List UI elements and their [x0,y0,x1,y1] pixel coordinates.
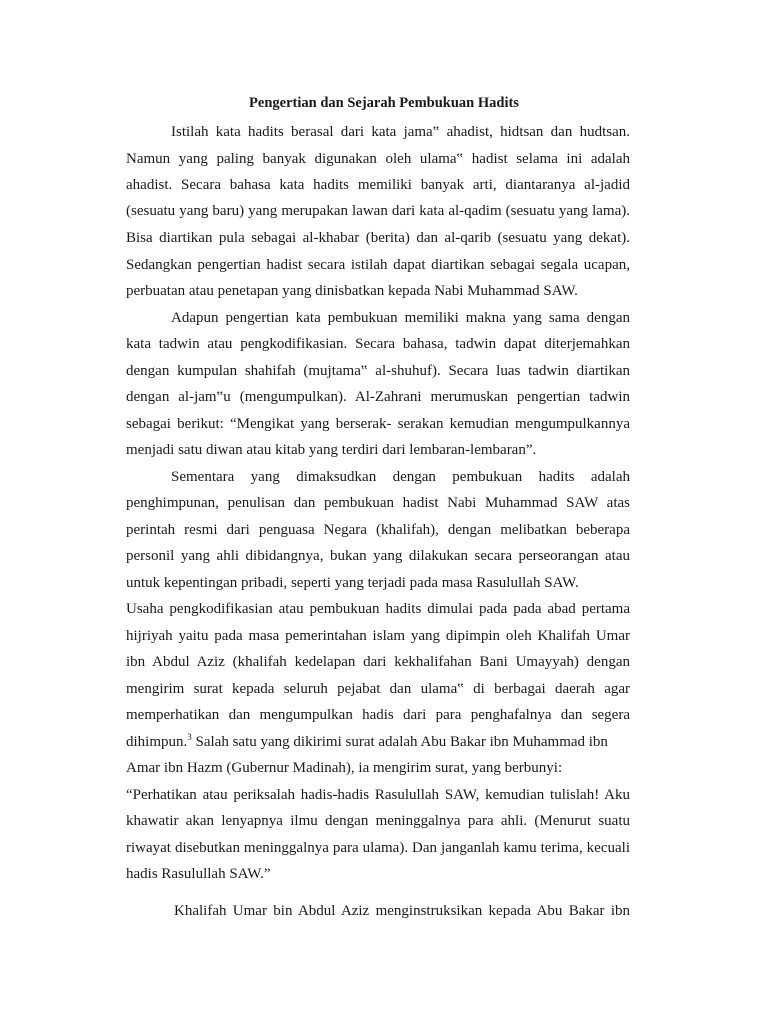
text-line: penghimpunan, penulisan dan pembukuan hadist Nabi Muhammad SAW atas [126,495,630,511]
text-line: ahadist. Secara bahasa kata hadits memiliki banyak arti, diantaranya al-jadid [126,177,630,193]
text-line: untuk kepentingan pribadi, seperti yang terjadi pada masa Rasulullah SAW. [126,575,579,591]
text-line: Sedangkan pengertian hadist secara istilah dapat diartikan sebagai segala ucapan, [126,257,630,273]
text-line: Usaha pengkodifikasian atau pembukuan hadits dimulai pada pada abad pertama [126,601,630,617]
text-line: menjadi satu diwan atau kitab yang terdiri dari lembaran-lembaran”. [126,442,537,458]
text-line: perintah resmi dari penguasa Negara (khalifah), dengan melibatkan beberapa [126,522,630,538]
text-line: perbuatan atau penetapan yang dinisbatkan kepada Nabi Muhammad SAW. [126,283,578,299]
text-line: Bisa diartikan pula sebagai al-khabar (berita) dan al-qarib (sesuatu yang dekat). [126,230,630,246]
text-line: sebagai berikut: “Mengikat yang berserak- serakan kemudian mengumpulkannya [126,416,630,432]
footnote-ref[interactable]: 3 [187,732,192,742]
text-line: kata tadwin atau pengkodifikasian. Secara bahasa, tadwin dapat diterjemahkan [126,336,630,352]
quote-line: “Perhatikan atau periksalah hadis-hadis Rasulullah SAW, kemudian tulislah! Aku [126,787,630,803]
text-line: Adapun pengertian kata pembukuan memiliki makna yang sama dengan [171,310,630,326]
text-line: ibn Abdul Aziz (khalifah kedelapan dari kekhalifahan Bani Umayyah) dengan [126,654,630,670]
text-line: dengan kumpulan shahifah (mujtama‟ al-shuhuf). Secara luas tadwin diartikan [126,363,630,379]
text-line: Khalifah Umar bin Abdul Aziz menginstruksikan kepada Abu Bakar ibn [174,903,630,919]
text-segment: dihimpun. [126,734,188,750]
quote-line: hadis Rasulullah SAW.” [126,866,271,882]
text-line: hijriyah yaitu pada masa pemerintahan islam yang dipimpin oleh Khalifah Umar [126,628,630,644]
quote-line: khawatir akan lenyapnya ilmu dengan meninggalnya para ahli. (Menurut suatu [126,813,630,829]
text-line: (sesuatu yang baru) yang merupakan lawan dari kata al-qadim (sesuatu yang lama). [126,203,630,219]
text-line: Namun yang paling banyak digunakan oleh ulama‟ hadist selama ini adalah [126,151,630,167]
text-line: Amar ibn Hazm (Gubernur Madinah), ia mengirim surat, yang berbunyi: [126,760,563,776]
text-line: mengirim surat kepada seluruh pejabat dan ulama‟ di berbagai daerah agar [126,681,630,697]
quote-line: riwayat disebutkan meninggalnya para ulama). Dan janganlah kamu terima, kecuali [126,840,630,856]
text-segment: Salah satu yang dikirimi surat adalah Abu Bakar ibn Muhammad ibn [191,734,608,750]
page-title: Pengertian dan Sejarah Pembukuan Hadits [249,95,519,111]
text-line [126,731,630,753]
text-line: Istilah kata hadits berasal dari kata jama‟ ahadist, hidtsan dan hudtsan. [171,124,630,140]
text-line: dengan al-jam‟u (mengumpulkan). Al-Zahrani merumuskan pengertian tadwin [126,389,630,405]
text-line: memperhatikan dan mengumpulkan hadis dari para penghafalnya dan segera [126,707,630,723]
text-line: personil yang ahli dibidangnya, bukan yang dilakukan secara perseorangan atau [126,548,630,564]
text-line: Sementara yang dimaksudkan dengan pembukuan hadits adalah [171,469,630,485]
